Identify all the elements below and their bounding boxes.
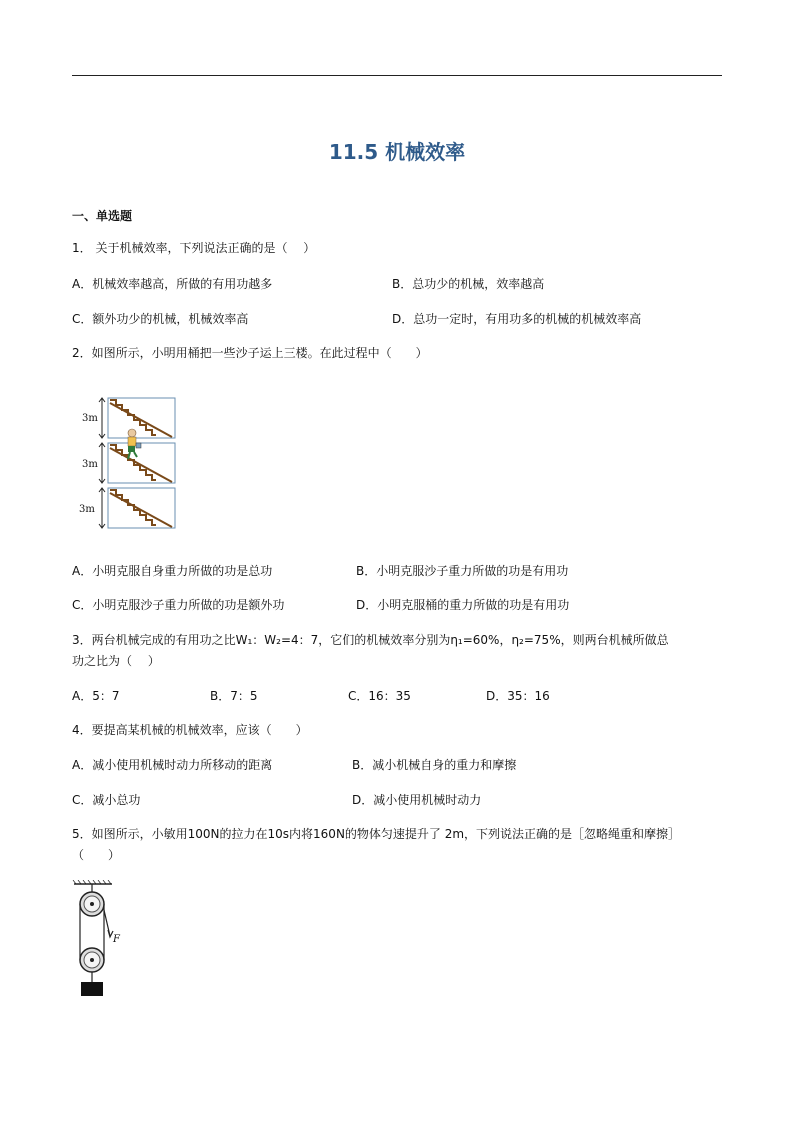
question-4-option-c: C．减小总功 [72, 793, 141, 807]
question-2-option-c: C．小明克服沙子重力所做的功是额外功 [72, 598, 285, 612]
question-5-stem-line-2: （ ） [72, 848, 121, 862]
weight-block [81, 982, 103, 996]
question-3-stem-line-1: 3．两台机械完成的有用功之比W₁：W₂=4：7，它们的机械效率分别为η₁=60%，η₂=75%，则两台机械所做总 [72, 633, 669, 647]
question-4-option-b: B．减小机械自身的重力和摩擦 [352, 758, 517, 772]
question-1-option-c: C．额外功少的机械，机械效率高 [72, 312, 249, 326]
question-4-stem: 4．要提高某机械的机械效率，应该（ ） [72, 723, 308, 737]
question-2-stem: 2．如图所示，小明用桶把一些沙子运上三楼。在此过程中（ ） [72, 346, 428, 360]
fixed-pulley [80, 892, 104, 916]
question-3-option-d: D．35：16 [486, 689, 550, 703]
question-2-option-d: D．小明克服桶的重力所做的功是有用功 [356, 598, 570, 612]
question-3-option-a: A．5：7 [72, 689, 120, 703]
page-title: 11.5 机械效率 [328, 140, 466, 164]
question-4-option-d: D．减小使用机械时动力 [352, 793, 482, 807]
question-2-option-b: B．小明克服沙子重力所做的功是有用功 [356, 564, 569, 578]
section-heading: 一、单选题 [72, 209, 133, 223]
height-label-2: 3m [82, 459, 98, 470]
stairs-figure [76, 395, 178, 535]
question-5-stem-line-1: 5．如图所示，小敏用100N的拉力在10s内将160N的物体匀速提升了 2m，下列说法正确的是［忽略绳重和摩擦］ [72, 827, 681, 841]
height-label-1: 3m [82, 413, 98, 424]
height-label-3: 3m [79, 504, 95, 515]
question-4-option-a: A．减小使用机械时动力所移动的距离 [72, 758, 273, 772]
question-3-option-b: B．7：5 [210, 689, 258, 703]
question-1-option-b: B．总功少的机械，效率越高 [392, 277, 545, 291]
boy-carrying-bucket [128, 429, 141, 459]
question-3-stem-line-2: 功之比为（ ） [72, 654, 160, 668]
header-rule [72, 75, 722, 76]
movable-pulley [80, 948, 104, 972]
question-2-option-a: A．小明克服自身重力所做的功是总功 [72, 564, 273, 578]
question-1-option-a: A．机械效率越高，所做的有用功越多 [72, 277, 273, 291]
pulley-figure [72, 880, 128, 1002]
question-1-stem: 1． 关于机械效率，下列说法正确的是（ ） [72, 241, 316, 255]
force-label: F [113, 934, 120, 945]
question-3-option-c: C．16：35 [348, 689, 411, 703]
question-1-option-d: D．总功一定时，有用功多的机械的机械效率高 [392, 312, 642, 326]
